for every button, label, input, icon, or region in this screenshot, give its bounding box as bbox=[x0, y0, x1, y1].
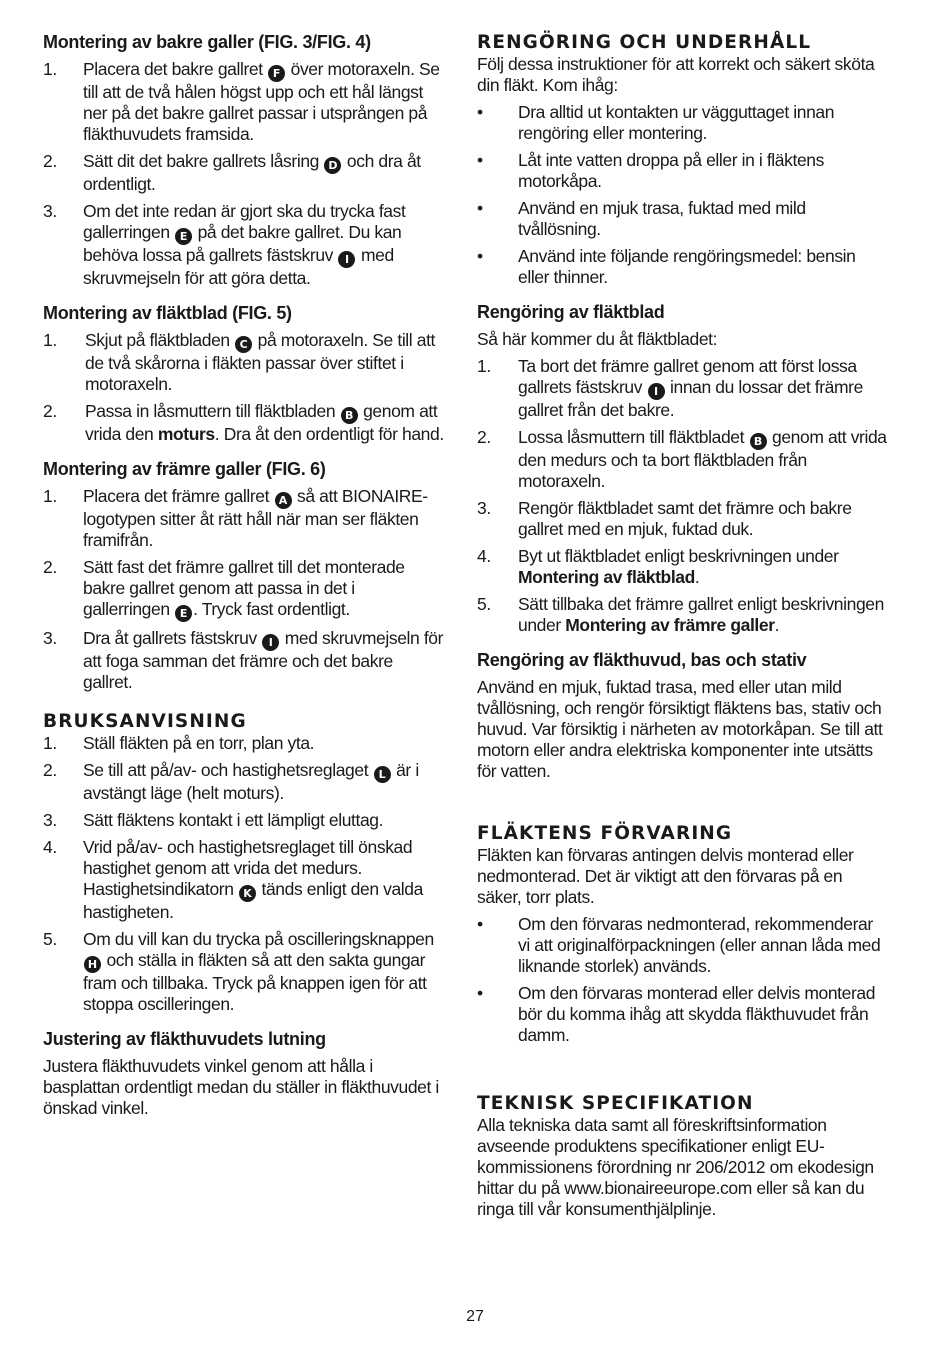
step-text: Ställ fläkten på en torr, plan yta. bbox=[83, 733, 315, 753]
step-number: 2. bbox=[43, 557, 57, 577]
blade-mount-heading: Montering av fläktblad (FIG. 5) bbox=[43, 303, 292, 323]
step-text: Om det inte redan är gjort ska du trycka fast gallerringen E på det bakre gallret. Du kan behöva lossa på gallrets fästskruv I med skruvmejseln för att göra detta. bbox=[83, 201, 406, 288]
step-number: 4. bbox=[477, 546, 491, 566]
left-column bbox=[43, 32, 445, 1119]
part-ref-badge: E bbox=[175, 228, 192, 245]
step-number: 1. bbox=[43, 486, 57, 506]
list-item bbox=[477, 427, 887, 492]
usage-section-title: BRUKSANVISNING bbox=[43, 711, 247, 732]
part-ref-badge: H bbox=[84, 956, 101, 973]
list-item bbox=[43, 330, 445, 395]
tilt-text: Justera fläkthuvudets vinkel genom att hålla i basplattan ordentligt medan du ställer in fläkthuvudet i önskad vinkel. bbox=[43, 1056, 439, 1118]
list-item bbox=[43, 401, 445, 445]
storage-intro: Fläkten kan förvaras antingen delvis monterad eller nedmonterad. Det är viktigt att den förvaras på en säker, torr plats. bbox=[477, 845, 854, 907]
step-number: 4. bbox=[43, 837, 57, 857]
part-ref-badge: E bbox=[175, 605, 192, 622]
front-grille-steps bbox=[43, 486, 445, 693]
list-item bbox=[43, 837, 445, 923]
blade-cleaning-heading: Rengöring av fläktblad bbox=[477, 302, 665, 322]
spec-text: Alla tekniska data samt all föreskriftsinformation avseende produktens specifikationer enligt EU-kommissionens förordning nr 206/2012 om ekodesign hittar du på www.bionaireeurope.com eller så kan du ringa till vår konsumenthjälplinje. bbox=[477, 1115, 874, 1219]
step-number: 3. bbox=[43, 201, 57, 221]
step-text: Placera det bakre gallret F över motoraxeln. Se till att de två hålen högst upp och ett hål längst ner på det bakre gallret passar i utsprången på fläkthuvudets framsida. bbox=[83, 59, 440, 144]
blade-mount-steps bbox=[43, 330, 445, 445]
rear-grille-heading: Montering av bakre galler (FIG. 3/FIG. 4) bbox=[43, 32, 371, 52]
part-ref-badge: D bbox=[324, 157, 341, 174]
list-item bbox=[477, 498, 887, 540]
part-ref-badge: B bbox=[341, 407, 358, 424]
list-item bbox=[43, 733, 445, 754]
list-item bbox=[477, 198, 887, 240]
list-item bbox=[43, 628, 445, 693]
list-item bbox=[477, 546, 887, 588]
step-number: 5. bbox=[477, 594, 491, 614]
part-ref-badge: L bbox=[374, 766, 391, 783]
list-item bbox=[477, 983, 887, 1046]
front-grille-heading: Montering av främre galler (FIG. 6) bbox=[43, 459, 326, 479]
part-ref-badge: I bbox=[262, 634, 279, 651]
cleaning-section-title: RENGÖRING OCH UNDERHÅLL bbox=[477, 32, 812, 53]
part-ref-badge: C bbox=[235, 336, 252, 353]
tilt-heading: Justering av fläkthuvudets lutning bbox=[43, 1029, 326, 1049]
bullet-text: Dra alltid ut kontakten ur vägguttaget innan rengöring eller montering. bbox=[518, 102, 835, 143]
step-number: 2. bbox=[43, 401, 57, 421]
list-item bbox=[43, 486, 445, 551]
list-item bbox=[43, 59, 445, 145]
step-number: 5. bbox=[43, 929, 57, 949]
step-text: Sätt fläktens kontakt i ett lämpligt eluttag. bbox=[83, 810, 384, 830]
part-ref-badge: B bbox=[750, 433, 767, 450]
bullet-mark: • bbox=[477, 150, 483, 170]
step-number: 3. bbox=[477, 498, 491, 518]
list-item bbox=[477, 356, 887, 421]
part-ref-badge: K bbox=[239, 885, 256, 902]
list-item bbox=[43, 810, 445, 831]
step-text: Passa in låsmuttern till fläktbladen B genom att vrida den moturs. Dra åt den ordentligt för hand. bbox=[85, 401, 444, 444]
step-text: Placera det främre gallret A så att BIONAIRE-logotypen sitter åt rätt håll när man ser fläkten framifrån. bbox=[83, 486, 428, 550]
step-text: Skjut på fläktbladen C på motoraxeln. Se till att de två skårorna i fläkten passar över stiftet i motoraxeln. bbox=[85, 330, 435, 394]
list-item bbox=[43, 760, 445, 804]
part-ref-badge: I bbox=[338, 251, 355, 268]
blade-cleaning-steps bbox=[477, 356, 887, 636]
page-number: 27 bbox=[466, 1308, 484, 1325]
part-ref-badge: F bbox=[268, 65, 285, 82]
bullet-text: Använd en mjuk trasa, fuktad med mild tvållösning. bbox=[518, 198, 806, 239]
list-item bbox=[43, 201, 445, 289]
step-number: 2. bbox=[43, 151, 57, 171]
step-text: Lossa låsmuttern till fläktbladet B genom att vrida den medurs och ta bort fläktbladen från motoraxeln. bbox=[518, 427, 887, 491]
cleaning-bullets bbox=[477, 102, 887, 288]
bullet-text: Om den förvaras nedmonterad, rekommenderar vi att originalförpackningen (eller annan låda med liknande storlek) används. bbox=[518, 914, 881, 976]
step-text: Sätt tillbaka det främre gallret enligt beskrivningen under Montering av främre galler. bbox=[518, 594, 884, 635]
bullet-text: Om den förvaras monterad eller delvis monterad bör du komma ihåg att skydda fläkthuvudet från damm. bbox=[518, 983, 876, 1045]
step-text: Om du vill kan du trycka på oscilleringsknappen H och ställa in fläkten så att den sakta gungar fram och tillbaka. Tryck på knappen igen för att stoppa oscilleringen. bbox=[83, 929, 434, 1014]
head-cleaning-text: Använd en mjuk, fuktad trasa, med eller utan mild tvållösning, och rengör försiktigt fläktens bas, stativ och huvud. Var försiktig i närheten av motorkåpan. Se till att motorn eller andra elektriska komponenter inte utsätts för vatten. bbox=[477, 677, 883, 781]
list-item bbox=[477, 914, 887, 977]
list-item bbox=[477, 102, 887, 144]
step-number: 1. bbox=[43, 733, 57, 753]
bullet-mark: • bbox=[477, 198, 483, 218]
part-ref-badge: I bbox=[648, 383, 665, 400]
step-text: Sätt fast det främre gallret till det monterade bakre gallret genom att passa in det i gallerringen E . Tryck fast ordentligt. bbox=[83, 557, 405, 620]
bullet-text: Använd inte följande rengöringsmedel: bensin eller thinner. bbox=[518, 246, 856, 287]
bullet-mark: • bbox=[477, 914, 483, 934]
bullet-mark: • bbox=[477, 983, 483, 1003]
step-text: Sätt dit det bakre gallrets låsring D och dra åt ordentligt. bbox=[83, 151, 421, 194]
list-item bbox=[43, 151, 445, 195]
step-text: Ta bort det främre gallret genom att först lossa gallrets fästskruv I innan du lossar det främre gallret från det bakre. bbox=[518, 356, 863, 420]
list-item bbox=[477, 150, 887, 192]
bullet-mark: • bbox=[477, 246, 483, 266]
bullet-mark: • bbox=[477, 102, 483, 122]
cleaning-intro: Följ dessa instruktioner för att korrekt och säkert sköta din fläkt. Kom ihåg: bbox=[477, 54, 875, 95]
step-text: Vrid på/av- och hastighetsreglaget till önskad hastighet genom att vrida det medurs. Hastighetsindikatorn K tänds enligt den valda hastigheten. bbox=[83, 837, 423, 922]
storage-bullets bbox=[477, 914, 887, 1046]
list-item bbox=[477, 594, 887, 636]
step-text: Dra åt gallrets fästskruv I med skruvmejseln för att foga samman det främre och det bakre gallret. bbox=[83, 628, 444, 692]
step-number: 1. bbox=[477, 356, 491, 376]
spec-section-title: TEKNISK SPECIFIKATION bbox=[477, 1093, 754, 1114]
step-text: Rengör fläktbladet samt det främre och bakre gallret med en mjuk, fuktad duk. bbox=[518, 498, 852, 539]
step-text: Byt ut fläktbladet enligt beskrivningen under Montering av fläktblad. bbox=[518, 546, 839, 587]
step-number: 3. bbox=[43, 628, 57, 648]
list-item bbox=[43, 929, 445, 1015]
storage-section-title: FLÄKTENS FÖRVARING bbox=[477, 823, 733, 844]
bullet-text: Låt inte vatten droppa på eller in i fläktens motorkåpa. bbox=[518, 150, 824, 191]
blade-cleaning-intro: Så här kommer du åt fläktbladet: bbox=[477, 329, 718, 349]
head-cleaning-heading: Rengöring av fläkthuvud, bas och stativ bbox=[477, 650, 807, 670]
list-item bbox=[43, 557, 445, 622]
step-number: 1. bbox=[43, 330, 57, 350]
rear-grille-steps bbox=[43, 59, 445, 289]
part-ref-badge: A bbox=[275, 492, 292, 509]
step-number: 2. bbox=[477, 427, 491, 447]
step-number: 2. bbox=[43, 760, 57, 780]
usage-steps bbox=[43, 733, 445, 1015]
list-item bbox=[477, 246, 887, 288]
step-number: 1. bbox=[43, 59, 57, 79]
step-text: Se till att på/av- och hastighetsreglaget L är i avstängt läge (helt moturs). bbox=[83, 760, 419, 803]
step-number: 3. bbox=[43, 810, 57, 830]
right-column bbox=[477, 32, 887, 1220]
